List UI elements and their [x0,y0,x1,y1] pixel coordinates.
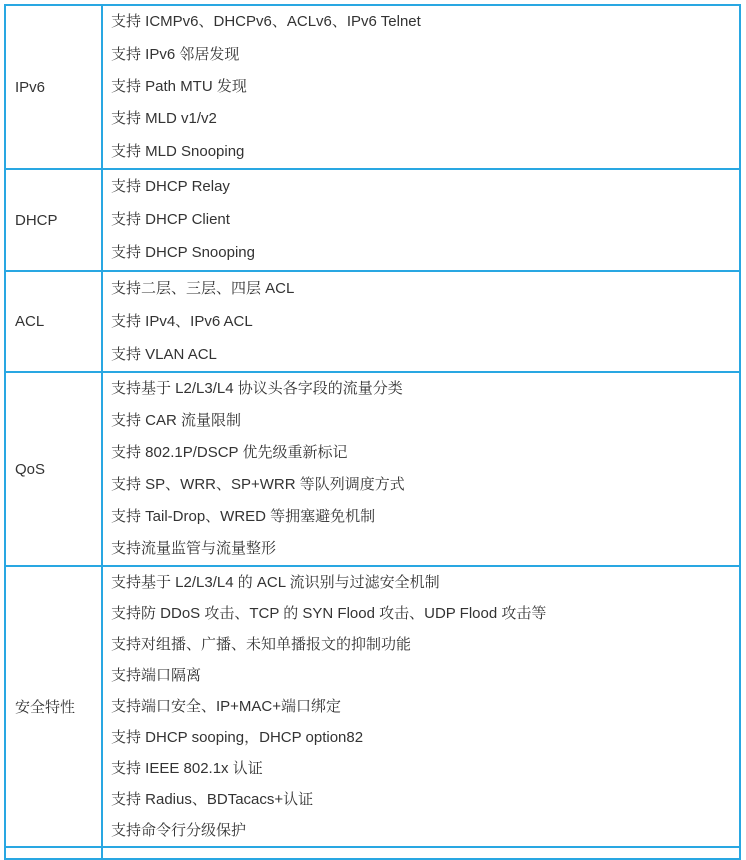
feature-text: 支持 VLAN ACL [111,345,217,363]
feature-text: 支持 802.1P/DSCP 优先级重新标记 [111,444,348,461]
feature-text: 支持 MLD v1/v2 [111,110,217,128]
feature-text: 支持 MLD Snooping [111,142,245,160]
category-cell: IPv6 [6,6,103,168]
feature-text: 支持二层、三层、四层 ACL [111,279,295,297]
table-row [6,170,739,272]
feature-text: 支持基于 L2/L3/L4 协议头各字段的流量分类 [111,380,403,397]
feature-text: 支持 Tail-Drop、WRED 等拥塞避免机制 [111,508,376,525]
feature-text: 支持 CAR 流量限制 [111,412,242,429]
feature-text: 支持 DHCP sooping，DHCP option82 [111,728,364,746]
features-cell [103,848,739,858]
feature-text: 支持流量监管与流量整形 [111,540,277,557]
feature-text: 支持 IPv6 邻居发现 [111,45,240,63]
category-cell: DHCP [6,170,103,270]
feature-text: 支持防 DDoS 攻击、TCP 的 SYN Flood 攻击、UDP Flood 攻击等 [111,604,547,622]
feature-text: 支持端口隔离 [111,666,202,684]
spec-table [4,4,741,860]
feature-text: 支持 Path MTU 发现 [111,77,247,95]
feature-text: 支持 DHCP Client [111,210,230,228]
features-cell [103,373,739,565]
features-cell [103,272,739,371]
features-cell [103,170,739,270]
table-row [6,6,739,170]
category-cell: ACL [6,272,103,371]
feature-text: 支持 IPv4、IPv6 ACL [111,312,253,330]
category-cell [6,848,103,858]
table-row [6,272,739,373]
feature-text: 支持 Radius、BDTacacs+认证 [111,790,314,808]
category-cell: 安全特性 [6,567,103,846]
feature-text: 支持基于 L2/L3/L4 的 ACL 流识别与过滤安全机制 [111,573,440,591]
features-cell [103,6,739,168]
feature-text: 支持命令行分级保护 [111,821,247,839]
feature-text: 支持对组播、广播、未知单播报文的抑制功能 [111,635,412,653]
table-row [6,373,739,567]
feature-text: 支持 DHCP Relay [111,177,230,195]
partial-next-row [6,848,739,858]
feature-text: 支持 ICMPv6、DHCPv6、ACLv6、IPv6 Telnet [111,13,421,31]
feature-text: 支持端口安全、IP+MAC+端口绑定 [111,697,342,715]
feature-text: 支持 SP、WRR、SP+WRR 等队列调度方式 [111,476,405,493]
feature-text: 支持 IEEE 802.1x 认证 [111,759,263,777]
table-row [6,567,739,848]
features-cell [103,567,739,846]
category-cell: QoS [6,373,103,565]
feature-text: 支持 DHCP Snooping [111,244,255,262]
